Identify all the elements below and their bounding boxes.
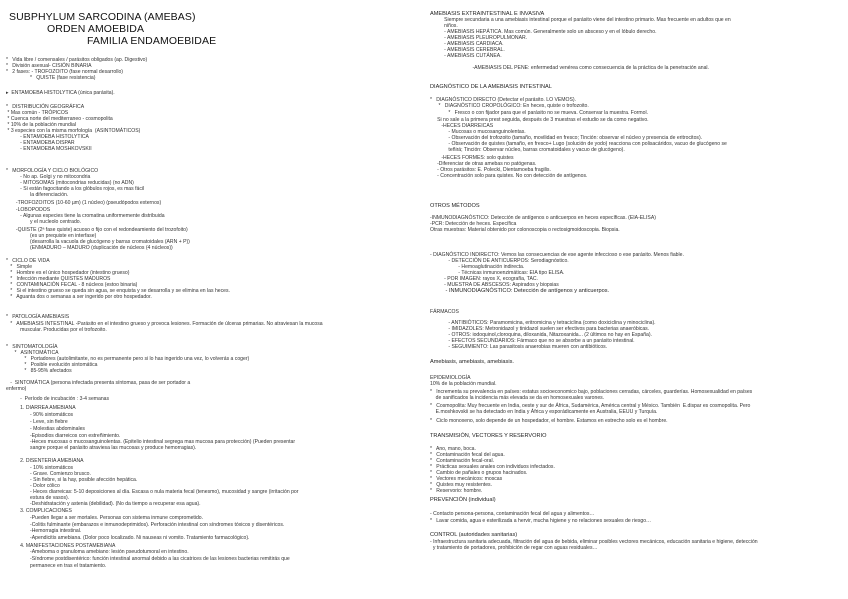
left-text-line: * Portadores (autolimitante, no es permanente pero si lo has ingerido una vez, lo volverás a coger): [6, 356, 250, 362]
left-text-line: -Colitis fulminante (embarazos e inmunodeprimidos). Perforación intestinal con síndromes tóxicos y disentéricos.: [6, 522, 285, 528]
right-column: [424, 0, 848, 599]
right-text-line: - Concentración solo para quistes. No con detección de antígenos.: [430, 173, 588, 179]
left-text-line: -LOBOPODOS: [6, 207, 51, 213]
left-text-line: -Pueden llegar a ser mortales. Personas con sistema inmune comprometido.: [6, 515, 204, 521]
left-text-line: * 85-95% afectados: [6, 368, 72, 374]
right-text-line: - AMEBIASIS HEPÁTICA. Mas común. Generalmente solo un absceso y en el lóbulo derecho.: [430, 29, 657, 35]
left-text-line: -Síndrome postdisentérico: función intestinal anormal debido a las cicatrices de las lesiones bacterias remitirás que: [6, 556, 290, 562]
left-text-line: 4. MANIFESTACIONES POSTAMEBIANA: [6, 543, 116, 549]
left-text-line: - No ap. Golgi y no mitocondria: [6, 174, 91, 180]
right-text-line: * Prácticas sexuales anales con individuos infectados.: [430, 464, 555, 470]
right-text-line: OTROS MÉTODOS: [430, 203, 480, 209]
left-text-line: * Aguanta dos o semanas a ser ingerido por otro hospedador.: [6, 294, 152, 300]
left-text-line: (desarrolla la vacuola de glucógeno y barras cromatoidales (ARN + P)): [6, 239, 190, 245]
left-text-line: * 3 especies con la misma morfología (ASINTOMÁTICOS): [6, 128, 141, 134]
right-text-line: - Observación del trofozoito (tamaño, movilidad en fresco; Tinción: observar el núcleo y presencia de eritrocitos).: [430, 135, 703, 141]
left-text-line: * 10% de la población mundial: [6, 122, 76, 128]
right-text-line: - AMEBIASIS CEREBRAL.: [430, 47, 505, 53]
left-text-line: - 10% sintomáticos: [6, 465, 74, 471]
left-text-line: - ENTAMOEBA MOSHKOVSKII: [6, 146, 92, 152]
right-text-line: * Reservorio: hombre.: [430, 488, 483, 494]
right-text-line: PREVENCIÓN (individual): [430, 497, 496, 503]
right-text-line: TRANSMISIÓN, VECTORES Y RESERVORIO: [430, 433, 547, 439]
left-text-line: - MITOSOMAS (mitocondrias reducidas) (no ADN): [6, 180, 134, 186]
left-text-line: * Posible evolución sintomática: [6, 362, 98, 368]
right-text-line: - AMEBIASIS PLEUROPULMONAR.: [430, 35, 528, 41]
left-text-line: * Cuenca norte del mediterraneo - cosmopolita: [6, 116, 113, 122]
right-text-line: - MUESTRA DE ABSCESOS: Aspirados y biopsias: [430, 282, 559, 288]
left-text-line: 3. COMPLICACIONES: [6, 508, 72, 514]
right-text-line: -HECES DIARREICAS: [430, 123, 494, 129]
left-text-line: * Infección mediante QUISTES MADUROS: [6, 276, 111, 282]
left-text-line: * CONTAMINACIÓN FECAL - 8 núcleos (estoo binaria): [6, 282, 138, 288]
right-text-line: - SEGUIMIENTO: Las parasitosis anaerobias mueren con antibióticos.: [430, 344, 608, 350]
right-text-line: - POR IMAGEN: rayos X, ecografía, TAC.: [430, 276, 538, 282]
left-text-line: * División asexual- CISIÓN BINARIA: [6, 63, 92, 69]
left-text-line: ▸ ENTAMOEBA HISTOLYTICA (única parásita).: [6, 90, 115, 96]
right-text-line: - Contacto persona-persona, contaminación fecal del agua y alimentos…: [430, 511, 595, 517]
left-text-line: * Si el intestino grueso se queda sin agua, se enquista y se desarrolla y se elimina en las heces.: [6, 288, 230, 294]
left-text-line: sangre porque el parásito atraviesa las mucosas y produce hemorragias).: [6, 445, 197, 451]
right-text-line: CONTROL (autoridades sanitarias): [430, 532, 518, 538]
left-text-line: -Apendicitis amebiana. (Dolor poco localizado. Ni nauseas ni vomito. Tratamiento farmacológico).: [6, 535, 250, 541]
left-text-line: - Molestias abdominales: [6, 426, 85, 432]
right-text-line: - Observación de quistes (tamaño, en fresco+ Lugo (solución de yodo) reacciona con polisacáridos, vacuo de glucógeno se: [430, 141, 727, 147]
left-text-line: -Deshidratación y astenia (debilidad). (No da tiempo a recuperar esa agua).: [6, 501, 201, 507]
left-text-line: * Mas común - TRÓPICOS: [6, 110, 69, 116]
left-text-line: * PATOLOGÍA AMEBIASIS: [6, 314, 70, 320]
left-text-line: -Hemorragia intestinal.: [6, 528, 82, 534]
right-text-line: - DETECCIÓN DE ANTICUERPOS: Serodiagnóstico.: [430, 258, 569, 264]
right-text-line: * Contaminación fecal-oral.: [430, 458, 494, 464]
right-text-line: 10% de la población mundial.: [430, 381, 497, 387]
left-text-line: * SINTOMATOLOGÍA: [6, 344, 58, 350]
right-text-line: * Incrementa su prevalencia en países: estatus socioeconomico bajo, poblaciones cerradas, cárceles, guarderías. Homosexualidad en países: [430, 389, 753, 395]
right-text-line: - DIAGNÓSTICO INDIRECTO: Vemos las consecuencias de ese agente infeccioso o ese parásito. Menos fiable.: [430, 252, 684, 258]
right-text-line: Siempre secundaria a una amebiasis intestinal porque el parásito viene del intestino primario. Mas frecuente en adultos que en: [430, 17, 731, 23]
right-text-line: - AMEBIASIS CUTÁNEA.: [430, 53, 502, 59]
right-text-line: * Contaminación fecal del agua.: [430, 452, 505, 458]
right-text-line: - Mucosas o mucosanguinolentas.: [430, 129, 526, 135]
left-text-line: - 90% sintomáticos: [6, 412, 74, 418]
right-text-line: Otras muestras: Material obtenido por colonoscopia o rectosigmoidoscopia. Biopsia.: [430, 227, 620, 233]
left-text-line: muscular. Producidas por el trofozoito.: [6, 327, 107, 333]
right-text-line: - IMIDAZOLES: Metronidazol y tinidazol suelen ser efectivos para bacterias anaeróbicas.: [430, 326, 650, 332]
left-text-line: estura de vasos).: [6, 495, 70, 501]
right-text-line: de sanificados la incidencia más elevada se da en homosexuales varones.: [430, 395, 605, 401]
left-text-line: permanece en tras el tratamiento.: [6, 563, 107, 569]
right-text-line: * DIAGNÓSTICO DIRECTO (Detectar el parásito. LO VEMOS).: [430, 97, 576, 103]
left-text-line: * Simple: [6, 264, 33, 270]
right-text-line: -AMEBIASIS DEL PENE: enfermedad venérea como consecuencia de la práctica de la penetración anal.: [430, 65, 709, 71]
left-text-line: -Ameboma o granuloma amebiano: lesión pseudotumoral en intestino.: [6, 549, 189, 555]
title-line-3: FAMILIA ENDAMOEBIDAE: [87, 35, 217, 47]
left-text-line: - SINTOMÁTICA (persona infectada presenta síntomas, pasa de ser portador a: [6, 380, 191, 386]
left-text-line: y el nucleolo centrado.: [6, 219, 82, 225]
left-text-line: - Leve, sin fiebre: [6, 419, 68, 425]
right-text-line: teñirá; Tinción: Observar núcleo, barras cromatoidales y vacuo de glucógeno).: [430, 147, 625, 153]
left-text-line: (ENMADURO – MADURO (duplicación de núcleos (4 núcleos)): [6, 245, 173, 251]
left-text-line: la diferenciación.: [6, 192, 69, 198]
left-column: [0, 0, 420, 599]
left-text-line: - Grave. Comienzo brusco.: [6, 471, 91, 477]
right-text-line: y tratamiento de portadores, prohibición de regar con aguas residuales…: [430, 545, 598, 551]
left-text-line: (es un prequiste en interfase): [6, 233, 97, 239]
left-text-line: * Vida libre / comensales / parásitos obligados (ap. Digestivo): [6, 57, 148, 63]
left-text-line: * QUISTE (fase resistencia): [6, 75, 96, 81]
right-text-line: Amebiasis, amebiasis, amebiasis.: [430, 359, 514, 365]
right-text-line: DIAGNÓSTICO DE LA AMEBIASIS INTESTINAL: [430, 84, 552, 90]
right-text-line: E.moshkovskii se ha detectado en India y África y esporádicamente en Australia, EEUU y Turquía.: [430, 409, 658, 415]
right-text-line: Si no sale a la primera prest seguida, después de 3 muestras el estudio se da como negativo.: [430, 117, 649, 123]
left-text-line: 2. DISENTERIA AMEBIANA: [6, 458, 84, 464]
title-line-1: SUBPHYLUM SARCODINA (AMEBAS): [9, 11, 196, 23]
left-text-line: -TROFOZOITOS (10-60 µm) (1 núcleo) (pseudópodos externos): [6, 200, 162, 206]
title-line-2: ORDEN AMOEBIDA: [47, 23, 145, 35]
right-text-line: * Vectores mecánicos: moscas: [430, 476, 503, 482]
left-text-line: enfermo): [6, 386, 27, 392]
right-text-line: - EFECTOS SECUNDARIOS: Fármaco que no se absorbe a un parásito intestinal.: [430, 338, 635, 344]
right-text-line: - Infraestructura sanitaria adecuada, filtración del agua de bebida, eliminar posibles vectores mecánicos, educación sanitaria e higiene, detección: [430, 539, 758, 545]
left-text-line: - ENTAMOEBA HISTOLYTICA: [6, 134, 89, 140]
right-text-line: -INMUNODIAGNÓSTICO: Detección de antígenos o anticuerpos en heces específicas. (EIA-ELISA): [430, 215, 656, 221]
left-text-line: - Período de incubación : 3-4 semanas: [6, 396, 110, 402]
right-text-line: EPIDEMIOLOGÍA: [430, 375, 471, 381]
left-text-line: * Hombre es el único hospedador (intestino grueso): [6, 270, 130, 276]
right-text-line: - Técnicas inmunoenzimáticas: EIA tipo ELISA.: [430, 270, 565, 276]
left-text-line: - Heces diarreicas: 5-10 deposiciones al día. Escasa o nula materia fecal (tenesmo), mucosidad y sangre (irritación por: [6, 489, 299, 495]
left-text-line: 1. DIARREA AMEBIANA: [6, 405, 76, 411]
left-text-line: * DISTRIBUCIÓN GEOGRÁFICA: [6, 104, 85, 110]
left-text-line: * 2 fases: - TROFOZOITO (fase normal desarrollo): [6, 69, 123, 75]
right-text-line: * Cosmopolita: Muy frecuente en India, oeste y sur de África, Sudamérica, América central y México. También E.dispar es cosmopolita. Pero: [430, 403, 751, 409]
right-text-line: - AMEBIASIS CARDIACA.: [430, 41, 504, 47]
right-text-line: - Hemoaglutinación indirecta.: [430, 264, 525, 270]
right-text-line: AMEBIASIS EXTRAINTESTINAL E INVASIVA: [430, 11, 545, 17]
right-text-line: * Lavar comida, agua e esterilizada a hervir, mucha higiene y no relaciones sexuales de riesgo…: [430, 518, 652, 524]
left-text-line: -QUISTE (2ª fase quiste) acuoso o fijo con el redondeamiento del trozofoito): [6, 227, 188, 233]
left-text-line: * ASINTOMÁTICA: [6, 350, 59, 356]
left-text-line: - Dolor cólico: [6, 483, 60, 489]
right-text-line: * DIAGNÓSTICO CROPOLÓGICO: En heces, quiste o trofozoito.: [430, 103, 589, 109]
left-text-line: - Si están fagocitando a los glóbulos rojos, es mas fácil: [6, 186, 145, 192]
left-text-line: - Algunas especies tiene la cromatina uniformemente distribuida: [6, 213, 165, 219]
right-text-line: * Ciclo monoxeno, solo depende de un hospedador, el hombre. Estamos en estrecho solo es el hombre.: [430, 418, 668, 424]
right-text-line: - Otros parásitos: E. Polecki, Dientamoeba fragilis.: [430, 167, 551, 173]
right-text-line: - OTROS: iodoquinol,cloroquina, diloxanida, Nitazoxanida... (2 últimos no hay en España).: [430, 332, 652, 338]
right-text-line: * Ano, mano, boca.: [430, 446, 476, 452]
right-text-line: - ANTIBIÓTICOS: Paramomicina, eritromicina y tetraciclina (como doxiciclina y minociclina).: [430, 320, 656, 326]
right-text-line: FÁRMACOS: [430, 309, 459, 315]
right-text-line: -PCR: Detección de heces. Específica: [430, 221, 517, 227]
left-text-line: - Sin fiebre, si la hay, posible afección hepática.: [6, 477, 138, 483]
right-text-line: -Diferenciar de otras amebas no patógenas.: [430, 161, 537, 167]
left-text-line: * AMEBIASIS INTESTINAL -Parásito en el intestino grueso y provoca lesiones. Formación de úlceras primarias. No atraviesan la mucosa: [6, 321, 323, 327]
left-text-line: -Heces mucosas o mucosanguinolentas. (Epitelio intestinal segrega mas mucosa para protección) (Pueden presentar: [6, 439, 296, 445]
right-text-line: - INMUNODIAGNÓSTICO: Detección de antígenos y anticuerpos.: [430, 288, 610, 294]
left-text-line: * CICLO DE VIDA: [6, 258, 50, 264]
left-text-line: * MORFOLOGÍA Y CICLO BIOLÓGICO: [6, 168, 99, 174]
left-text-line: -Episodios diarreicos con estreñimiento.: [6, 433, 121, 439]
right-text-line: * Quistes muy resistentes.: [430, 482, 492, 488]
right-text-line: * Cambio de pañales o grupos hacinados.: [430, 470, 528, 476]
right-text-line: -HECES FORMES: solo quistes: [430, 155, 514, 161]
left-text-line: - ENTAMOEBA DISPAR: [6, 140, 75, 146]
right-text-line: * Fresco o con fijador para que el parásito no se mueva. Conservar la muestra. Formol.: [430, 110, 648, 116]
right-text-line: niños.: [430, 23, 458, 29]
